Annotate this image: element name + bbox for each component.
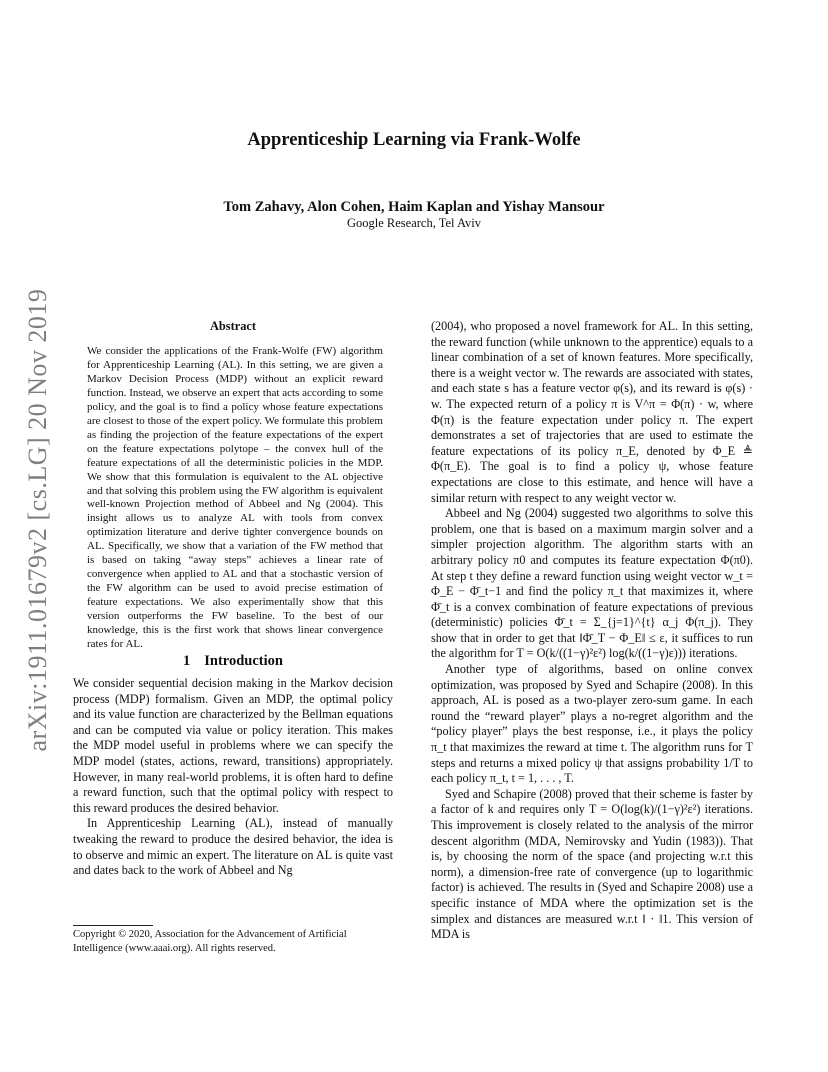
section-number: 1 <box>183 653 191 669</box>
section-heading-introduction <box>73 653 393 670</box>
intro-paragraph-1: We consider sequential decision making in the Markov decision process (MDP) formalism. Given an MDP, the optimal policy and its value function are characterized by the Bellman equations and can be computed via value or policy iteration. This makes the MDP model useful in problems where we can specify the MDP model (states, actions, reward, transitions) appropriately. However, in many real-world problems, it is often hard to define a reward function, such that the optimal policy with respect to this reward produces the desired behavior. <box>73 676 393 815</box>
abstract-body <box>87 345 383 652</box>
copyright-footnote: Copyright © 2020, Association for the Advancement of Artificial Intelligence (www.aaai.org). All rights reserved. <box>73 929 347 954</box>
arxiv-identifier <box>18 288 58 752</box>
right-paragraph-1: (2004), who proposed a novel framework for AL. In this setting, the reward function (while unknown to the apprentice) equals to a linear combination of a set of known features. More specifically, there is a weight vector w. The rewards are associated with states, and each state s has a feature vector φ(s), and its reward is φ(s) · w. The expected return of a policy π is V^π = Φ(π) · w, where Φ(π) is the feature expectation under policy π. The expert demonstrates a set of trajectories that are used to estimate the feature expectations of its policy π_E, denoted by Φ_E ≜ Φ(π_E). The goal is to find a policy ψ, whose feature expectations are close to this estimate, and hence will have a similar return with respect to any weight vector w. <box>431 319 753 505</box>
intro-paragraph-2: In Apprenticeship Learning (AL), instead of manually tweaking the reward to produce the desired behavior, the idea is to observe and mimic an expert. The literature on AL is quite vast and dates back to the work of Abbeel and Ng <box>73 816 393 878</box>
paper-authors: Tom Zahavy, Alon Cohen, Haim Kaplan and Yishay Mansour <box>223 199 605 215</box>
right-paragraph-4: Syed and Schapire (2008) proved that their scheme is faster by a factor of k and requires only T = O(log(k)/(1−γ)²ε²) iterations. This improvement is closely related to the analysis of the mirror descent algorithm (MDA, Nemirovsky and Yudin (1983)). That is, by choosing the norm of the space (and projecting w.r.t this norm), a dimension-free rate of convergence (up to logarithmic factor) is achieved. The results in (Syed and Schapire 2008) use a specific instance of MDA where the optimization set is the simplex and distances are measured w.r.t ‖ · ‖1. This version of MDA is <box>431 786 753 942</box>
section-title: Introduction <box>204 653 283 669</box>
left-column-body <box>73 676 393 879</box>
right-paragraph-2: Abbeel and Ng (2004) suggested two algorithms to solve this problem, one that is based on a maximum margin solver and a simpler projection algorithm. The algorithm starts with an arbitrary policy π0 and computes its feature expectation Φ(π0). At step t they define a reward function using weight vector w_t = Φ_E − Φ̄_t−1 and find the policy π_t that maximizes it, where Φ̄_t is a convex combination of feature expectations of previous (deterministic) policies Φ̄_t = Σ_{j=1}^{t} α_j Φ(π_j). They show that in order to get that ‖Φ̄_T − Φ_E‖ ≤ ε, it suffices to run the algorithm for T = O(k/((1−γ)²ε²) log(k/((1−γ)ε))) iterations. <box>431 506 753 661</box>
abstract-text: We consider the applications of the Frank-Wolfe (FW) algorithm for Apprenticeship Learning (AL). In this setting, we are given a Markov Decision Process (MDP) without an explicit reward function. Instead, we observe an expert that acts according to some policy, and the goal is to find a policy whose feature expectations are closest to those of the expert policy. We formulate this problem as finding the projection of the feature expectations of the expert on the feature expectations polytope – the convex hull of the feature expectations of all the deterministic policies in the MDP. We show that this formulation is equivalent to the AL objective and that solving this problem using the FW algorithm is equivalent well-known Projection method of Abbeel and Ng (2004). This insight allows us to analyze AL with tools from convex optimization literature and derive tighter convergence bounds on AL. Specifically, we show that a variation of the FW method that is based on taking “away steps” achieves a linear rate of convergence when applied to AL and that a stochastic version of the FW algorithm can be used to avoid precise estimation of feature expectations. We also experimentally show that this version outperforms the FW baseline. To the best of our knowledge, this is the first work that shows linear convergence rates for AL. <box>87 345 383 651</box>
footnote-rule <box>73 925 153 926</box>
right-paragraph-3: Another type of algorithms, based on online convex optimization, was proposed by Syed and Schapire (2008). In this approach, AL is posed as a two-player zero-sum game. In each round the “reward player” plays a no-regret algorithm and the “policy player” plays the best response, i.e., it plays the policy π_t that maximizes the reward at time t. The algorithm runs for T steps and returns a mixed policy ψ that assigns probability 1/T to each policy π_t, t = 1, . . . , T. <box>431 662 753 786</box>
right-column-body <box>431 319 753 943</box>
paper-title: Apprenticeship Learning via Frank-Wolfe <box>247 130 581 150</box>
paper-affiliation: Google Research, Tel Aviv <box>346 216 482 230</box>
abstract-heading: Abstract <box>209 319 257 333</box>
arxiv-id-text: arXiv:1911.01679v2 [cs.LG] 20 Nov 2019 <box>23 288 52 752</box>
